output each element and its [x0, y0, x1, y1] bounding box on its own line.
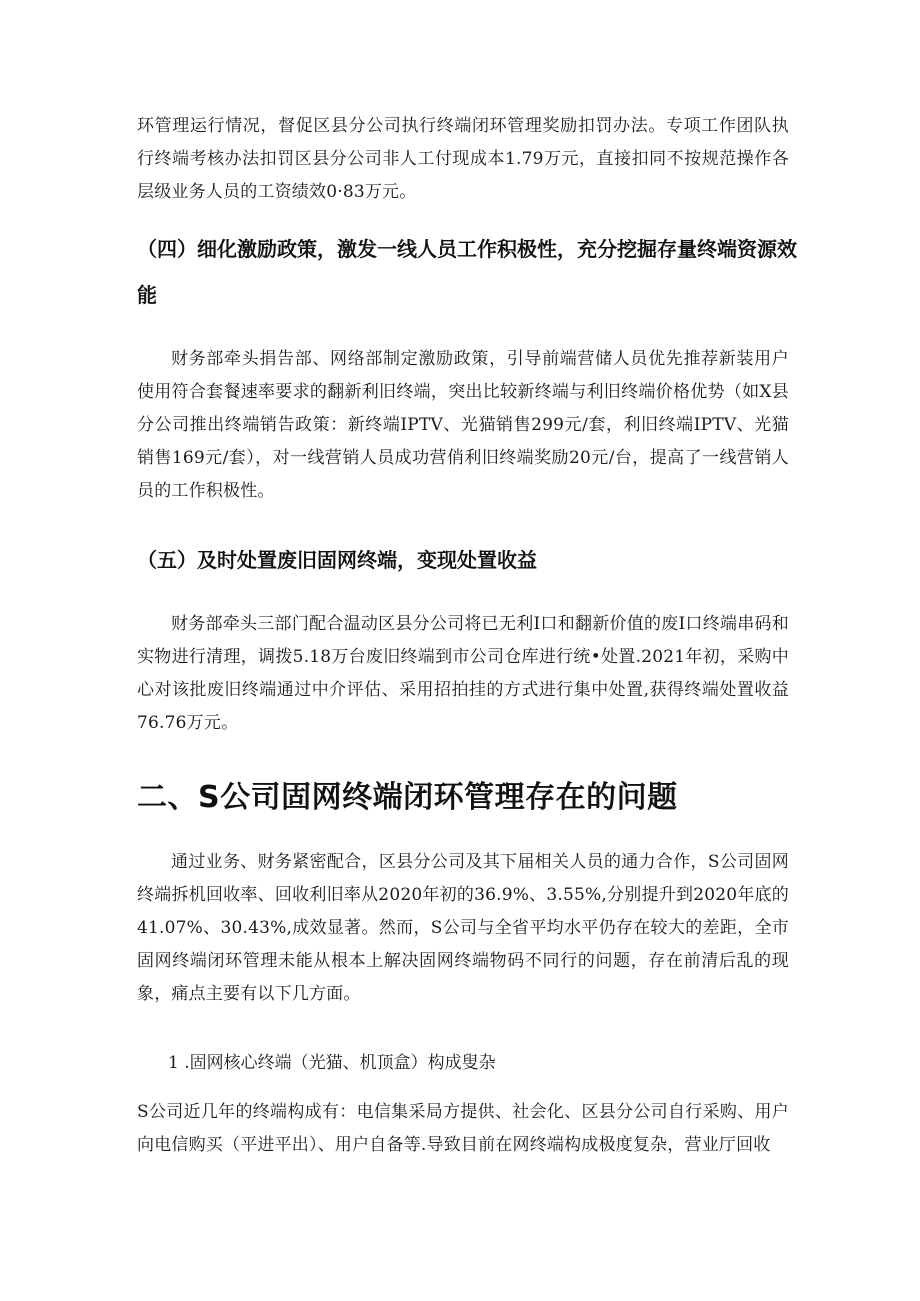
- intro-paragraph: 环管理运行情况，督促区县分公司执行终端闭环管理奖励扣罚办法。专项工作团队执行终端考核办法扣罚区县分公司非人工付现成本1.79万元，直接扣同不按规范操作各层级业务人员的工资绩效0·83万元。: [137, 116, 789, 202]
- heading-section-four: （四）细化激励政策，激发一线人员工作积极性，充分挖掘存量终端资源效能: [137, 237, 797, 307]
- paragraph-section-four: 财务部牵头捐告部、网络部制定激励政策，引导前端营储人员优先推荐新装用户使用符合套餐速率要求的翻新利旧终端，突出比较新终端与利旧终端价格优势（如X县分公司推出终端销告政策：新终端IPTV、光猫销售299元/套，利旧终端IPTV、光猫销售169元/套），对一线营销人员成功营俏利旧终端奖励20元/台，提高了一线营销人员的工作积极性。: [137, 349, 789, 501]
- paragraph-item-one: S公司近几年的终端构成有：电信集采局方提供、社会化、区县分公司自行采购、用户向电信购买（平进平出）、用户自备等.导致目前在网终端构成极度复杂，营业厅回收: [137, 1102, 789, 1155]
- list-item-one-title: 1 .固网核心终端（光猫、机顶盒）构成叟杂: [168, 1053, 496, 1073]
- paragraph-section-two: 通过业务、财务紧密配合，区县分公司及其下届相关人员的通力合作，S公司固网终端拆机回收率、回收利旧率从2020年初的36.9%、3.55%,分别提升到2020年底的41.07%、30.43%,成效显著。然而，S公司与全省平均水平仍存在较大的差距，全市固网终端闭环管理未能从根本上解决固网终端物码不同行的问题，存在前清后乱的现象，痛点主要有以下几方面。: [137, 852, 789, 1004]
- section-two-title: 二、S公司固网终端闭环管理存在的问题: [137, 780, 678, 815]
- paragraph-section-five: 财务部牵头三部门配合温动区县分公司将已无利I口和翻新价值的废I口终端串码和实物进行清理，调拨5.18万台废旧终端到市公司仓库进行统•处置.2021年初，采购中心对该批废旧终端通过中介评估、采用招拍挂的方式进行集中处置,获得终端处置收益76.76万元。: [137, 614, 789, 733]
- heading-section-five: （五）及时处置废旧固网终端，变现处置收益: [137, 548, 537, 572]
